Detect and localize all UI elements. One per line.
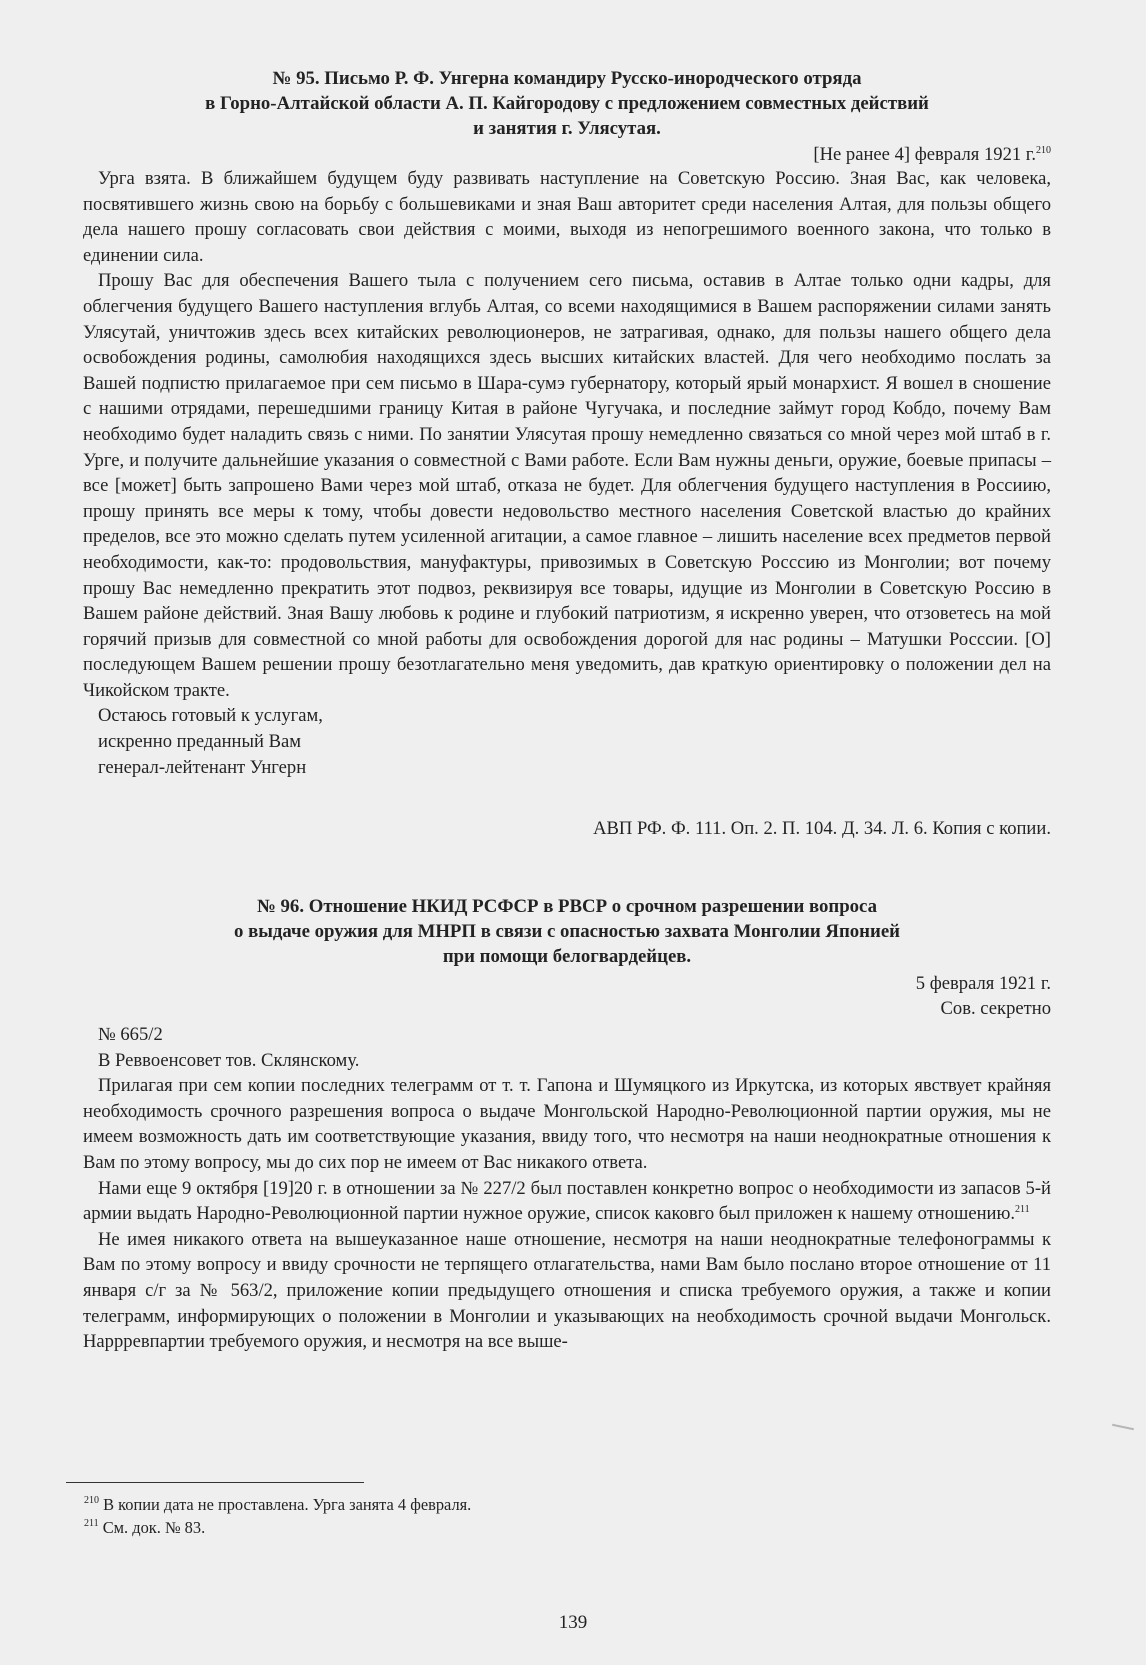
doc96-date: 5 февраля 1921 г.: [915, 972, 1051, 994]
doc95-archive-reference: АВП РФ. Ф. 111. Оп. 2. П. 104. Д. 34. Л. 6. Копия с копии.: [593, 818, 1051, 840]
heading-line: о выдаче оружия для МНРП в связи с опасностью захвата Монголии Японией: [234, 920, 900, 942]
signature-line: искренно преданный Вам: [98, 731, 302, 753]
footnotes: [84, 1493, 984, 1539]
page-number: 139: [558, 1612, 588, 1633]
footnote-text: См. док. № 83.: [102, 1518, 206, 1537]
doc96-number: № 665/2: [98, 1024, 163, 1046]
doc96-paragraph-text: Нами еще 9 октября [19]20 г. в отношении за № 227/2 был поставлен конкретно вопрос о необходимости из запасов 5-й армии выдать Народно-Революционной партии нужное оружие, список каковго был приложен к нашему отношению.: [83, 1177, 1051, 1225]
page-content: [83, 66, 1051, 1355]
scan-edge-mark: [1112, 1424, 1134, 1431]
signature-line: Остаюсь готовый к услугам,: [98, 705, 323, 727]
footnote-mark: 210: [84, 1495, 99, 1506]
signature-line: генерал-лейтенант Унгерн: [98, 756, 307, 778]
doc95-signature: [83, 703, 1051, 780]
doc96-classification: Сов. секретно: [940, 998, 1051, 1020]
footnote: [84, 1493, 984, 1516]
heading-line: в Горно-Алтайской области А. П. Кайгородову с предложением совместных действий: [205, 93, 929, 114]
footnote-ref: 211: [1015, 1204, 1030, 1216]
footnote-divider: [66, 1482, 364, 1483]
doc96-paragraph: [83, 1176, 1051, 1227]
doc96-heading: [103, 894, 1031, 969]
doc96-addressee: В Реввоенсовет тов. Склянскому.: [98, 1049, 360, 1071]
doc95-paragraph: Урга взята. В ближайшем будущем буду развивать наступление на Советскую Россию. Зная Вас, как человека, посвятившего жизнь свою на борьбу с большевиками и зная Ваш авторитет среди населения Алтая, для пользы общего дела нашего прошу согласовать свои действия с моими, выходя из непогрешимого военного закона, что только в единении сила.: [83, 168, 1051, 266]
footnote-ref: 210: [1036, 145, 1051, 156]
heading-line: № 95. Письмо Р. Ф. Унгерна командиру Русско-инородческого отряда: [272, 68, 862, 89]
heading-line: и занятия г. Улясутая.: [473, 118, 661, 139]
footnote: [84, 1516, 984, 1539]
footnote-text: В копии дата не проставлена. Урга занята 4 февраля.: [103, 1495, 472, 1514]
heading-line: при помощи белогвардейцев.: [442, 945, 692, 967]
footnote-mark: 211: [84, 1518, 99, 1529]
doc95-paragraph: Прошу Вас для обеспечения Вашего тыла с получением сего письма, оставив в Алтае только одни кадры, для облегчения будущего Вашего наступления вглубь Алтая, со всеми находящимися в Вашем распоряжении силами занять Улясутай, уничтожив здесь всех китайских революционеров, не затрагивая, однако, для пользы нашего общего дела освобождения родины, самолюбия находящихся здесь высших китайских властей. Для чего необходимо послать за Вашей подпистю прилагаемое при сем письмо в Шара-сумэ губернатору, который ярый монархист. Я вошел в сношение с нашими отрядами, перешедшими границу Китая в районе Чугучака, и последние займут город Кобдо, почему Вам необходимо будет наладить связь с ними. По занятии Улясутая прошу немедленно связаться со мной через мой штаб в г. Урге, и получите дальнейшие указания о совместной с Вами работе. Если Вам нужны деньги, оружие, боевые припасы – все [может] быть запрошено Вами через мой штаб, отказа не будет. Для облегчения будущего наступления в Россиию, прошу принять все меры к тому, чтобы довести недовольство местного населения Советской властью до крайних пределов, все это можно сделать путем усиленной агитации, а самое главное – лишить население всех предметов первой необходимости, как-то: продовольствия, мануфактуры, привозимых в Советскую Росссию из Монголии; вот почему прошу Вас немедленно прекратить этот подвоз, реквизируя все товары, идущие из Монголии в Советскую Россию в Вашем районе действий. Зная Вашу любовь к родине и глубокий патриотизм, я искренно уверен, что отзоветесь на мой горячий призыв для совместной со мной работы для освобождения дорогой для нас родины – Матушки Росссии. [О] последующем Вашем решении прошу безотлагательно меня уведомить, дав краткую ориентировку о положении дел на Чикойском тракте.: [83, 270, 1051, 701]
doc95-heading: [103, 66, 1031, 141]
doc96-paragraph: Прилагая при сем копии последних телеграмм от т. т. Гапона и Шумяцкого из Иркутска, из которых явствует крайняя необходимость срочного разрешения вопроса о выдаче Монгольской Народно-Революционной партии оружия, мы не имеем возможность дать им соответствующие указания, ввиду того, что несмотря на наши неоднократные отношения к Вам по этому вопросу, мы до сих пор не имеем от Вас никакого ответа.: [83, 1075, 1051, 1173]
doc95-date: [83, 143, 1051, 166]
heading-line: № 96. Отношение НКИД РСФСР в РВСР о срочном разрешении вопроса: [256, 895, 878, 917]
doc95-date-text: [Не ранее 4] февраля 1921 г.: [813, 144, 1036, 165]
doc96-paragraph: Не имея никакого ответа на вышеуказанное наше отношение, несмотря на наши неоднократные телефонограммы к Вам по этому вопросу и ввиду срочности не терпящего отлагательства, нами Вам было послано второе отношение от 11 января с/г за № 563/2, приложение копии предыдущего отношения и списка требуемого оружия, а также и копии телеграмм, информирующих о положении в Монголии и указывающих на необходимость срочной выдачи Монгольск. Наррревпартии требуемого оружия, и несмотря на все выше-: [83, 1228, 1051, 1353]
